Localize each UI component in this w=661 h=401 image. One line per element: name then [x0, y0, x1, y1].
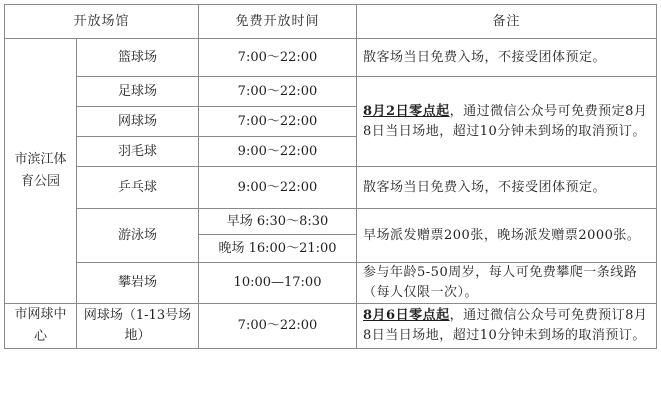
booking-note	[357, 77, 657, 167]
open-time: 7:00～22:00	[199, 39, 357, 77]
booking-date-highlight: 8月2日零点起	[363, 103, 450, 119]
open-time: 7:00～22:00	[199, 77, 357, 107]
header-time: 免费开放时间	[199, 5, 357, 39]
venue-name: 篮球场	[77, 39, 199, 77]
free-venue-table	[4, 4, 657, 349]
open-time: 9:00～22:00	[199, 167, 357, 209]
booking-note-text: ，通过微信公众号可免费预订8月8日当日场地，超过10分钟未到场的取消预订。	[363, 308, 648, 343]
table-row	[5, 77, 657, 107]
booking-date-highlight: 8月6日零点起	[363, 308, 450, 323]
open-time: 10:00—17:00	[199, 263, 357, 304]
booking-note-text: ，通过微信公众号可免费预定8月8日当日场地，超过10分钟未到场的取消预订。	[363, 103, 648, 139]
venue-name: 羽毛球	[77, 137, 199, 167]
venue-note: 参与年龄5-50周岁，每人可免费攀爬一条线路（每人仅限一次）。	[357, 263, 657, 304]
venue-note: 散客场当日免费入场，不接受团体预定。	[357, 167, 657, 209]
table-row	[5, 209, 657, 235]
venue-note: 早场派发赠票200张，晚场派发赠票2000张。	[357, 209, 657, 263]
venue-name: 足球场	[77, 77, 199, 107]
open-time-evening: 晚场 16:00～21:00	[199, 235, 357, 263]
booking-note	[357, 304, 657, 349]
venue-group-park: 市滨江体育公园	[5, 39, 77, 304]
venue-group-tennis-center: 市网球中心	[5, 304, 77, 349]
venue-note: 散客场当日免费入场，不接受团体预定。	[357, 39, 657, 77]
venue-name: 网球场（1-13号场地）	[77, 304, 199, 349]
open-time: 9:00～22:00	[199, 137, 357, 167]
open-time: 7:00～22:00	[199, 304, 357, 349]
table-row	[5, 39, 657, 77]
header-row	[5, 5, 657, 39]
header-note: 备注	[357, 5, 657, 39]
venue-name: 乒乓球	[77, 167, 199, 209]
venue-name: 网球场	[77, 107, 199, 137]
table-row	[5, 304, 657, 349]
table-row	[5, 263, 657, 304]
open-time: 7:00～22:00	[199, 107, 357, 137]
table-row	[5, 167, 657, 209]
open-time-morning: 早场 6:30～8:30	[199, 209, 357, 235]
venue-name: 攀岩场	[77, 263, 199, 304]
header-venue: 开放场馆	[5, 5, 199, 39]
venue-name: 游泳场	[77, 209, 199, 263]
